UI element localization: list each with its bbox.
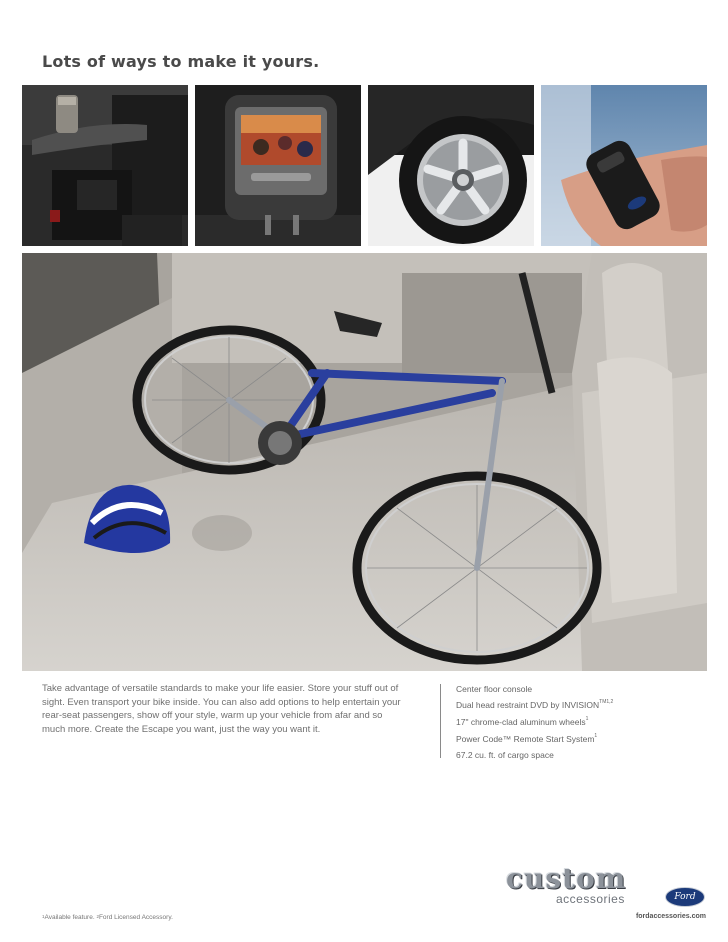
photo-center-console [22, 85, 188, 246]
ford-logo: Ford [665, 887, 705, 907]
feature-item: Center floor console [456, 684, 533, 694]
custom-accessories-logo [500, 860, 710, 912]
photo-chrome-wheel [368, 85, 534, 246]
feature-item: Power Code™ Remote Start System$^1$ [456, 733, 598, 744]
brand-word: custom [506, 862, 627, 895]
photo-cargo-bike [22, 253, 707, 671]
page-headline: Lots of ways to make it yours. [42, 52, 320, 71]
column-divider [440, 684, 441, 758]
photo-remote-start [541, 85, 707, 246]
feature-list [456, 682, 613, 764]
feature-item: Dual head restraint DVD by $INVISION^{TM1,2}$ [456, 699, 614, 710]
body-copy: Take advantage of versatile standards to make your life easier. Store your stuff out of sight. Even transport your bike inside. You can also add options to help entertain your rear-seat passengers, show off your style, warm up your vehicle from afar and so much more. Create the Escape you want, just the way you want it. [42, 683, 401, 735]
photo-headrest-dvd [195, 85, 361, 246]
feature-item: 17" chrome-clad aluminum wheels$^1$ [456, 716, 589, 727]
website-url[interactable]: fordaccessories.com [635, 913, 706, 920]
footnote: $^1$Available feature. $^2$Ford Licensed Accessory. [42, 914, 173, 921]
brand-subtitle: accessories [556, 892, 625, 906]
feature-item: 67.2 cu. ft. of cargo space [456, 750, 554, 760]
